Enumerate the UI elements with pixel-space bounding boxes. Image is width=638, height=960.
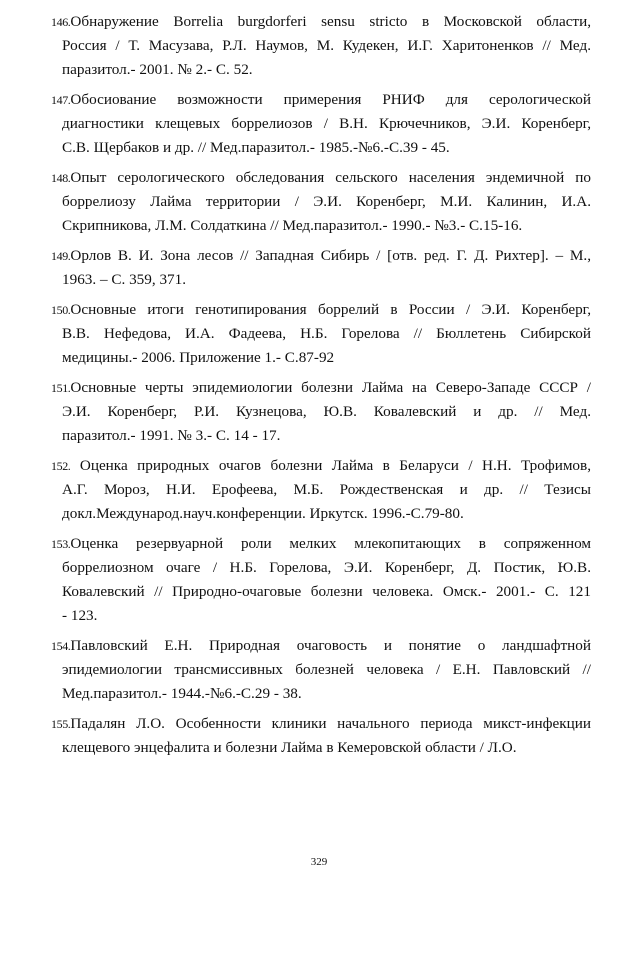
reference-first-line — [51, 298, 591, 322]
reference-list — [51, 10, 591, 766]
reference-first-line — [51, 454, 591, 478]
reference-item — [51, 454, 591, 526]
reference-text: боррелиозу Лайма территории / Э.И. Коренберг, М.И. Калинин, И.А. — [62, 193, 591, 210]
reference-text: Оценка природных очагов болезни Лайма в Беларуси / Н.Н. Трофимов, — [70, 457, 591, 474]
reference-line — [51, 658, 591, 682]
reference-line — [51, 346, 591, 370]
reference-text: паразитол.- 2001. № 2.- С. 52. — [62, 61, 253, 78]
reference-line — [51, 604, 591, 628]
reference-first-line — [51, 532, 591, 556]
reference-item — [51, 166, 591, 238]
reference-text: Основные черты эпидемиологии болезни Лайма на Северо-Западе СССР / — [70, 379, 591, 396]
reference-text: Э.И. Коренберг, Р.И. Кузнецова, Ю.В. Ковалевский и др. // Мед. — [62, 403, 591, 420]
reference-text: диагностики клещевых боррелиозов / В.Н. Крючечников, Э.И. Коренберг, — [62, 115, 591, 132]
reference-line — [51, 322, 591, 346]
reference-text: Обнаружение Borrelia burgdorferi sensu stricto в Московской области, — [70, 13, 591, 30]
reference-number: 150. — [51, 303, 71, 317]
reference-text: Скрипникова, Л.М. Солдаткина // Мед.паразитол.- 1990.- №3.- С.15-16. — [62, 217, 523, 234]
reference-item — [51, 298, 591, 370]
reference-number: 147. — [51, 93, 71, 107]
reference-line — [51, 478, 591, 502]
reference-text: Обосиование возможности примерения РНИФ для серологической — [70, 91, 591, 108]
reference-line — [51, 214, 591, 238]
reference-text: В.В. Нефедова, И.А. Фадеева, Н.Б. Горелова // Бюллетень Сибирской — [62, 325, 591, 342]
reference-first-line — [51, 244, 591, 268]
reference-text: Опыт серологического обследования сельского населения эндемичной по — [70, 169, 591, 186]
reference-number: 153. — [51, 537, 71, 551]
reference-text: Павловский Е.Н. Природная очаговость и понятие о ландшафтной — [70, 637, 591, 654]
reference-item — [51, 634, 591, 706]
reference-item — [51, 712, 591, 760]
reference-item — [51, 376, 591, 448]
reference-text: медицины.- 2006. Приложение 1.- С.87-92 — [62, 349, 335, 366]
reference-text: Орлов В. И. Зона лесов // Западная Сибирь / [отв. ред. Г. Д. Рихтер]. – М., — [70, 247, 591, 264]
reference-item — [51, 88, 591, 160]
reference-line — [51, 502, 591, 526]
reference-number: 154. — [51, 639, 71, 653]
reference-first-line — [51, 634, 591, 658]
reference-text: эпидемиологии трансмиссивных болезней человека / Е.Н. Павловский // — [62, 661, 591, 678]
reference-line — [51, 190, 591, 214]
reference-line — [51, 268, 591, 292]
reference-item — [51, 244, 591, 292]
reference-first-line — [51, 10, 591, 34]
reference-text: С.В. Щербаков и др. // Мед.паразитол.- 1985.-№6.-С.39 - 45. — [62, 139, 450, 156]
reference-text: Основные итоги генотипирования боррелий в России / Э.И. Коренберг, — [70, 301, 591, 318]
reference-item — [51, 532, 591, 628]
reference-text: клещевого энцефалита и болезни Лайма в Кемеровской области / Л.О. — [62, 739, 517, 756]
reference-line — [51, 58, 591, 82]
reference-line — [51, 556, 591, 580]
reference-text: докл.Международ.науч.конференции. Иркутск. 1996.-С.79-80. — [62, 505, 464, 522]
reference-first-line — [51, 376, 591, 400]
reference-text: Ковалевский // Природно-очаговые болезни человека. Омск.- 2001.- С. 121 — [62, 583, 591, 600]
reference-text: Мед.паразитол.- 1944.-№6.-С.29 - 38. — [62, 685, 302, 702]
reference-number: 151. — [51, 381, 71, 395]
reference-item — [51, 10, 591, 82]
reference-text: 1963. – С. 359, 371. — [62, 271, 187, 288]
reference-text: А.Г. Мороз, Н.И. Ерофеева, М.Б. Рождественская и др. // Тезисы — [62, 481, 591, 498]
reference-first-line — [51, 166, 591, 190]
reference-text: Россия / Т. Масузава, Р.Л. Наумов, М. Кудекен, И.Г. Харитоненков // Мед. — [62, 37, 591, 54]
reference-text: Падалян Л.О. Особенности клиники начального периода микст-инфекции — [70, 715, 591, 732]
reference-number: 155. — [51, 717, 71, 731]
reference-line — [51, 400, 591, 424]
reference-line — [51, 34, 591, 58]
reference-line — [51, 580, 591, 604]
reference-number: 152. — [51, 459, 71, 473]
page-number: 329 — [310, 856, 328, 868]
reference-text: паразитол.- 1991. № 3.- С. 14 - 17. — [62, 427, 281, 444]
reference-line — [51, 682, 591, 706]
reference-line — [51, 424, 591, 448]
reference-line — [51, 736, 591, 760]
reference-first-line — [51, 88, 591, 112]
reference-number: 149. — [51, 249, 71, 263]
reference-text: - 123. — [62, 607, 98, 624]
reference-number: 148. — [51, 171, 71, 185]
reference-text: боррелиозном очаге / Н.Б. Горелова, Э.И. Коренберг, Д. Постик, Ю.В. — [62, 559, 591, 576]
reference-line — [51, 112, 591, 136]
reference-first-line — [51, 712, 591, 736]
reference-line — [51, 136, 591, 160]
reference-number: 146. — [51, 15, 71, 29]
reference-text: Оценка резервуарной роли мелких млекопитающих в сопряженном — [70, 535, 591, 552]
